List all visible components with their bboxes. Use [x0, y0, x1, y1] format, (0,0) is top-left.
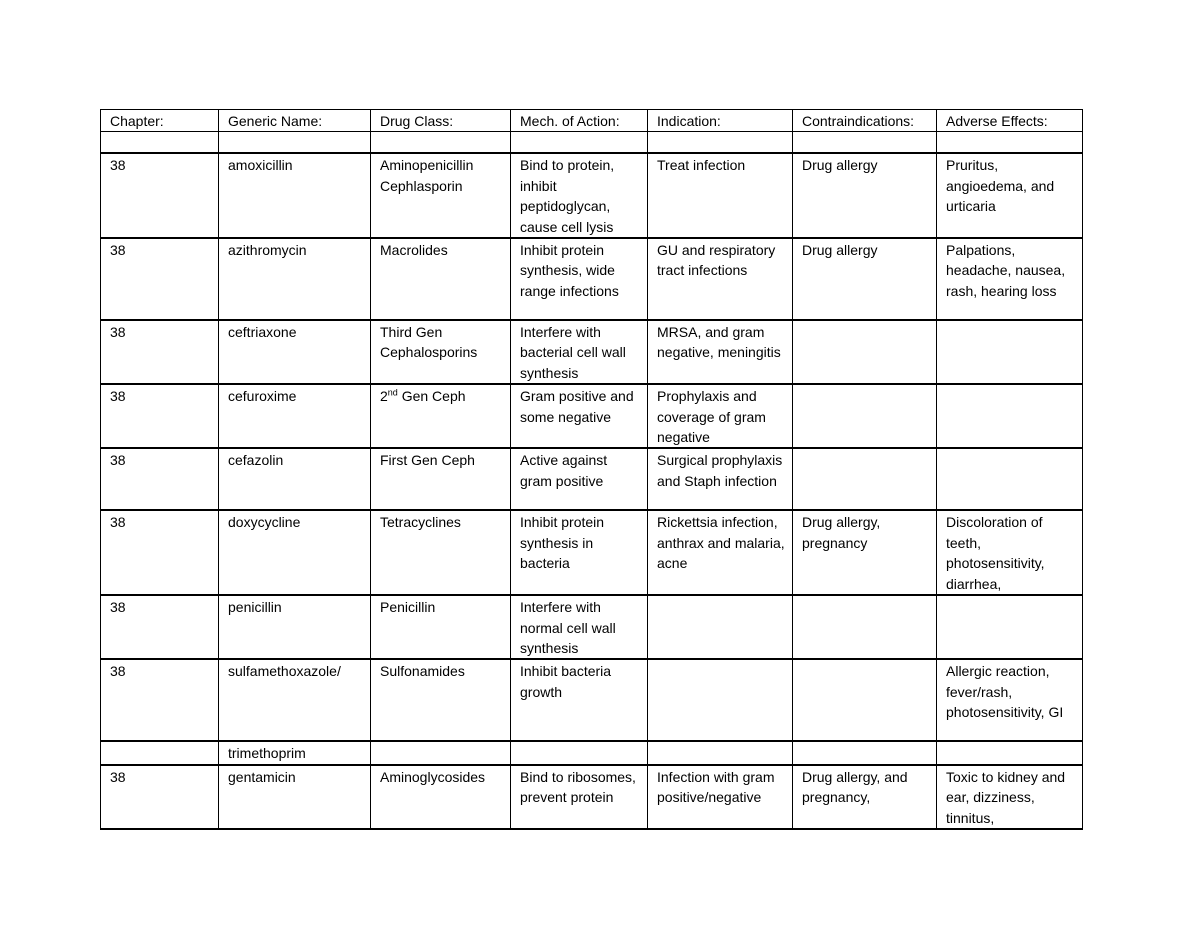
cell-chapter: 38 [101, 320, 219, 384]
cell-indication: Surgical prophylaxis and Staph infection [648, 448, 793, 510]
cell-contraindications: Drug allergy [793, 153, 937, 238]
cell-generic-name: ceftriaxone [219, 320, 371, 384]
cell-drug-class: Aminopenicillin Cephlasporin [371, 153, 511, 238]
cell-adverse-effects: Toxic to kidney and ear, dizziness, tinnitus, [937, 765, 1083, 829]
cell-drug-class: Tetracyclines [371, 510, 511, 595]
table-row [101, 153, 1083, 238]
table-row [101, 448, 1083, 510]
class-ordinal: 2 [380, 388, 388, 405]
cell-mechanism: Inhibit protein synthesis in bacteria [511, 510, 648, 595]
cell-chapter: 38 [101, 595, 219, 659]
cell-contraindications [793, 659, 937, 741]
header-drug-class: Drug Class: [371, 110, 511, 132]
cell-chapter: 38 [101, 153, 219, 238]
cell-generic-name: cefuroxime [219, 384, 371, 448]
cell-adverse-effects [937, 448, 1083, 510]
cell-chapter: 38 [101, 238, 219, 320]
cell-adverse-effects [937, 595, 1083, 659]
cell-contraindications [793, 320, 937, 384]
cell-generic-name: sulfamethoxazole/ [219, 659, 371, 741]
table-row [101, 741, 1083, 764]
drug-table [100, 109, 1083, 830]
cell-contraindications [793, 595, 937, 659]
cell-mechanism [511, 741, 648, 764]
header-generic-name: Generic Name: [219, 110, 371, 132]
cell-drug-class: Macrolides [371, 238, 511, 320]
header-indication: Indication: [648, 110, 793, 132]
cell-generic-name: doxycycline [219, 510, 371, 595]
header-mechanism: Mech. of Action: [511, 110, 648, 132]
cell-adverse-effects: Pruritus, angioedema, and urticaria [937, 153, 1083, 238]
table-spacer-row [101, 132, 1083, 154]
cell-drug-class: Penicillin [371, 595, 511, 659]
cell-adverse-effects [937, 741, 1083, 764]
cell-generic-name: amoxicillin [219, 153, 371, 238]
cell-mechanism: Interfere with normal cell wall synthesis [511, 595, 648, 659]
cell-indication: Treat infection [648, 153, 793, 238]
cell-mechanism: Bind to protein, inhibit peptidoglycan, cause cell lysis [511, 153, 648, 238]
cell-mechanism: Interfere with bacterial cell wall synthesis [511, 320, 648, 384]
cell-adverse-effects: Discoloration of teeth, photosensitivity, diarrhea, [937, 510, 1083, 595]
cell-indication [648, 741, 793, 764]
cell-contraindications: Drug allergy [793, 238, 937, 320]
header-adverse-effects: Adverse Effects: [937, 110, 1083, 132]
table-row [101, 510, 1083, 595]
table-row [101, 320, 1083, 384]
cell-chapter: 38 [101, 659, 219, 741]
cell-mechanism: Gram positive and some negative [511, 384, 648, 448]
cell-generic-name: cefazolin [219, 448, 371, 510]
table-row [101, 659, 1083, 741]
cell-generic-name: trimethoprim [219, 741, 371, 764]
cell-adverse-effects [937, 384, 1083, 448]
cell-drug-class [371, 741, 511, 764]
header-contraindications: Contraindications: [793, 110, 937, 132]
cell-generic-name: azithromycin [219, 238, 371, 320]
cell-contraindications [793, 448, 937, 510]
cell-contraindications [793, 741, 937, 764]
cell-drug-class: First Gen Ceph [371, 448, 511, 510]
cell-mechanism: Bind to ribosomes, prevent protein [511, 765, 648, 829]
cell-drug-class: Sulfonamides [371, 659, 511, 741]
cell-mechanism: Active against gram positive [511, 448, 648, 510]
cell-indication: MRSA, and gram negative, meningitis [648, 320, 793, 384]
cell-mechanism: Inhibit protein synthesis, wide range infections [511, 238, 648, 320]
class-ordinal-suffix: nd [387, 387, 398, 398]
table-row [101, 238, 1083, 320]
header-chapter: Chapter: [101, 110, 219, 132]
table-row [101, 384, 1083, 448]
cell-contraindications: Drug allergy, pregnancy [793, 510, 937, 595]
table-row [101, 595, 1083, 659]
cell-chapter: 38 [101, 448, 219, 510]
cell-adverse-effects [937, 320, 1083, 384]
cell-indication: GU and respiratory tract infections [648, 238, 793, 320]
cell-adverse-effects: Palpations, headache, nausea, rash, hearing loss [937, 238, 1083, 320]
cell-generic-name: gentamicin [219, 765, 371, 829]
cell-chapter: 38 [101, 384, 219, 448]
cell-indication [648, 659, 793, 741]
cell-chapter [101, 741, 219, 764]
table-header-row [101, 110, 1083, 132]
cell-chapter: 38 [101, 765, 219, 829]
cell-contraindications: Drug allergy, and pregnancy, [793, 765, 937, 829]
cell-contraindications [793, 384, 937, 448]
cell-indication: Prophylaxis and coverage of gram negative [648, 384, 793, 448]
cell-indication: Rickettsia infection, anthrax and malaria, acne [648, 510, 793, 595]
cell-indication [648, 595, 793, 659]
cell-indication: Infection with gram positive/negative [648, 765, 793, 829]
cell-drug-class: Third Gen Cephalosporins [371, 320, 511, 384]
cell-adverse-effects: Allergic reaction, fever/rash, photosensitivity, GI [937, 659, 1083, 741]
table-row [101, 765, 1083, 829]
cell-drug-class: Aminoglycosides [371, 765, 511, 829]
cell-generic-name: penicillin [219, 595, 371, 659]
cell-chapter: 38 [101, 510, 219, 595]
cell-mechanism: Inhibit bacteria growth [511, 659, 648, 741]
class-name: Gen Ceph [397, 388, 466, 405]
cell-drug-class [371, 384, 511, 448]
